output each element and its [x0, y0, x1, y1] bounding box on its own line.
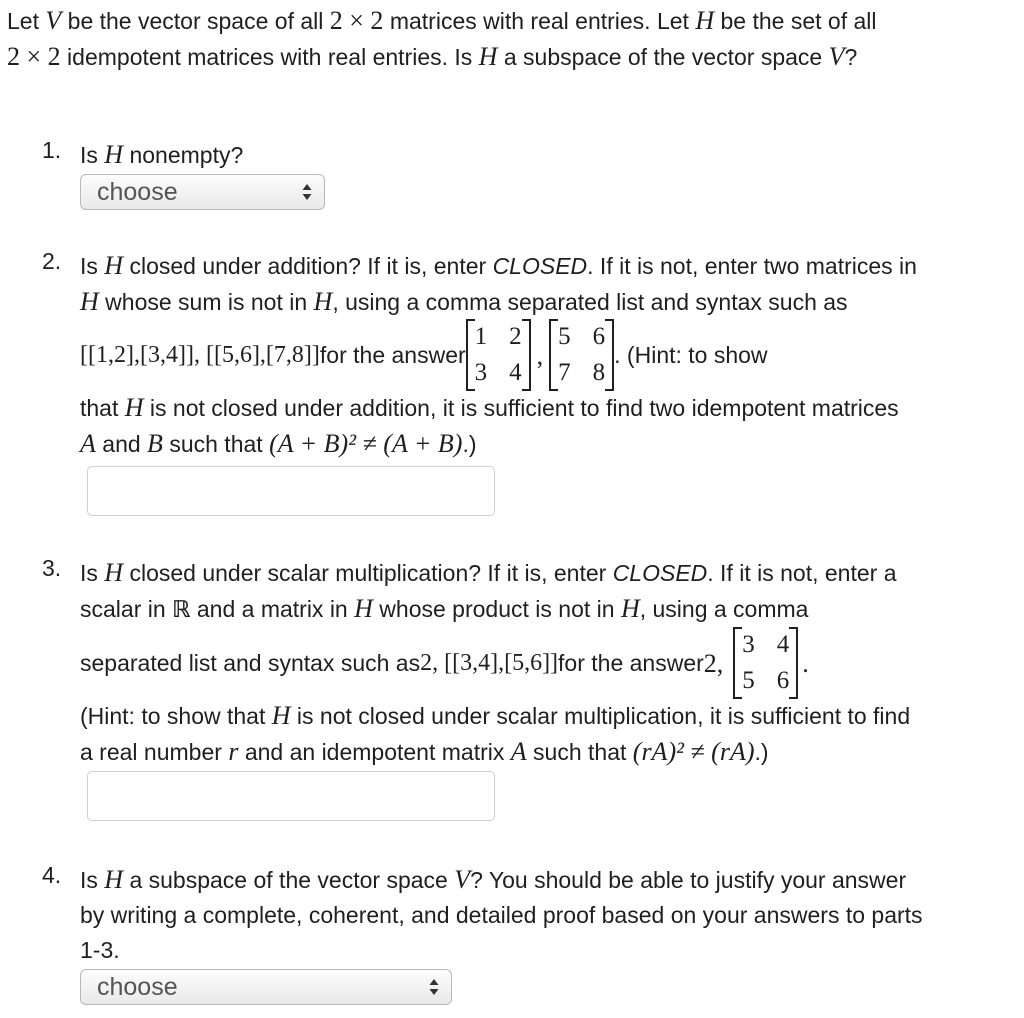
question-text: Is [80, 867, 105, 893]
example-matrix-a [466, 319, 531, 391]
question-text: . (Hint: to show [614, 341, 768, 368]
q3-answer-input[interactable] [87, 771, 495, 821]
question-text: that [80, 395, 125, 421]
question-4 [42, 862, 1017, 1012]
matrix-entry: 6 [592, 323, 606, 350]
matrix-entry: 5 [558, 323, 571, 350]
intro-text: ? [844, 44, 858, 70]
math-var-h: H [104, 140, 124, 169]
example-matrix [733, 627, 798, 699]
math-var-h: H [104, 251, 124, 280]
up-down-arrows-icon [302, 183, 312, 201]
question-number: 1. [42, 137, 62, 163]
intro-text: a subspace of the vector space [497, 44, 829, 70]
math-var-r: r [228, 737, 239, 766]
syntax-example: [[1,2],[3,4]], [[5,6],[7,8]] [80, 341, 320, 368]
select-value: choose [97, 178, 178, 206]
question-text: .) [754, 739, 769, 765]
up-down-arrows-icon [429, 978, 439, 996]
q4-answer-select[interactable] [80, 969, 452, 1005]
question-text: and [95, 431, 148, 457]
question-text: whose product is not in [372, 596, 621, 622]
question-text: is not closed under addition, it is sufficient to find two idempotent matrices [143, 395, 899, 421]
question-3 [42, 555, 1017, 830]
closed-keyword: CLOSED [612, 560, 708, 586]
matrix-entry: 5 [742, 667, 755, 694]
math-var-h: H [104, 558, 124, 587]
question-2 [42, 248, 1017, 523]
math-var-v: V [45, 6, 62, 35]
q2-answer-input[interactable] [87, 466, 495, 516]
math-var-h: H [313, 287, 333, 316]
question-text: by writing a complete, coherent, and detailed proof based on your answers to parts [80, 902, 923, 928]
intro-text: idempotent matrices with real entries. Is [60, 44, 479, 70]
intro-text: be the set of all [714, 8, 877, 34]
math-var-v: V [828, 42, 845, 71]
scalar-example: 2, [703, 648, 724, 678]
math-dim: 2 × 2 [7, 42, 61, 71]
matrix-entry: 3 [742, 631, 755, 658]
math-expression: (A + B)² ≠ (A + B) [269, 429, 463, 458]
math-expression: (rA)² ≠ (rA) [632, 737, 755, 766]
question-text: such that [526, 739, 633, 765]
math-var-h: H [354, 594, 373, 623]
question-text: a subspace of the vector space [123, 867, 455, 893]
example-matrix-b [549, 319, 614, 391]
math-var-h: H [271, 701, 291, 730]
select-value: choose [97, 973, 178, 1001]
question-text: a real number [80, 739, 229, 765]
question-1 [42, 137, 1017, 217]
math-var-a: A [80, 429, 96, 458]
intro-text: matrices with real entries. Let [383, 8, 696, 34]
question-text: closed under addition? If it is, enter [123, 253, 493, 279]
syntax-example: 2, [[3,4],[5,6]] [420, 649, 559, 676]
math-dim: 2 × 2 [329, 6, 384, 35]
math-var-h: H [620, 594, 640, 623]
problem-statement [7, 3, 1017, 75]
math-var-h: H [695, 6, 715, 35]
question-text: nonempty? [123, 142, 244, 168]
matrix-entry: 3 [474, 359, 488, 386]
matrix-entry: 7 [558, 359, 571, 386]
question-text: and an idempotent matrix [238, 739, 511, 765]
question-number: 3. [42, 555, 62, 581]
matrix-entry: 8 [592, 359, 606, 386]
matrix-entry: 1 [474, 323, 488, 350]
matrix-entry: 2 [509, 323, 522, 350]
period: . [802, 648, 809, 678]
matrix-entry: 4 [509, 359, 522, 386]
math-var-h: H [80, 287, 99, 316]
question-text: Is [80, 253, 105, 279]
question-text: , using a comma separated list and syntax such as [332, 289, 848, 315]
math-var-h: H [124, 393, 144, 422]
math-var-v: V [454, 865, 471, 894]
closed-keyword: CLOSED [492, 253, 588, 279]
question-text: , using a comma [639, 596, 809, 622]
math-var-h: H [478, 42, 498, 71]
question-text: . If it is not, enter two matrices in [587, 253, 917, 279]
math-var-a: A [510, 737, 527, 766]
intro-text: be the vector space of all [61, 8, 330, 34]
real-numbers-symbol: ℝ [172, 597, 191, 623]
question-text: Is [80, 142, 105, 168]
q1-answer-select[interactable] [80, 174, 325, 210]
question-text: Is [80, 560, 105, 586]
question-text: is not closed under scalar multiplication, it is sufficient to find [290, 703, 911, 729]
question-text: whose sum is not in [98, 289, 314, 315]
question-number: 2. [42, 248, 62, 274]
question-text: 1-3. [80, 937, 120, 963]
question-text: closed under scalar multiplication? If it is, enter [123, 560, 613, 586]
intro-text: Let [7, 8, 46, 34]
comma: , [536, 340, 544, 370]
matrix-entry: 6 [776, 667, 790, 694]
question-number: 4. [42, 862, 62, 888]
matrix-entry: 4 [776, 631, 790, 658]
question-text: such that [162, 431, 270, 457]
question-text: scalar in [80, 596, 173, 622]
question-text: . If it is not, enter a [707, 560, 897, 586]
question-text: ? You should be able to justify your answer [470, 867, 907, 893]
math-var-b: B [147, 429, 163, 458]
question-text: for the answer [319, 341, 466, 368]
question-text: and a matrix in [190, 596, 355, 622]
math-var-h: H [104, 865, 124, 894]
question-text: (Hint: to show that [80, 703, 272, 729]
question-text: for the answer [558, 649, 704, 676]
question-text: .) [462, 431, 477, 457]
question-text: separated list and syntax such as [80, 649, 421, 676]
